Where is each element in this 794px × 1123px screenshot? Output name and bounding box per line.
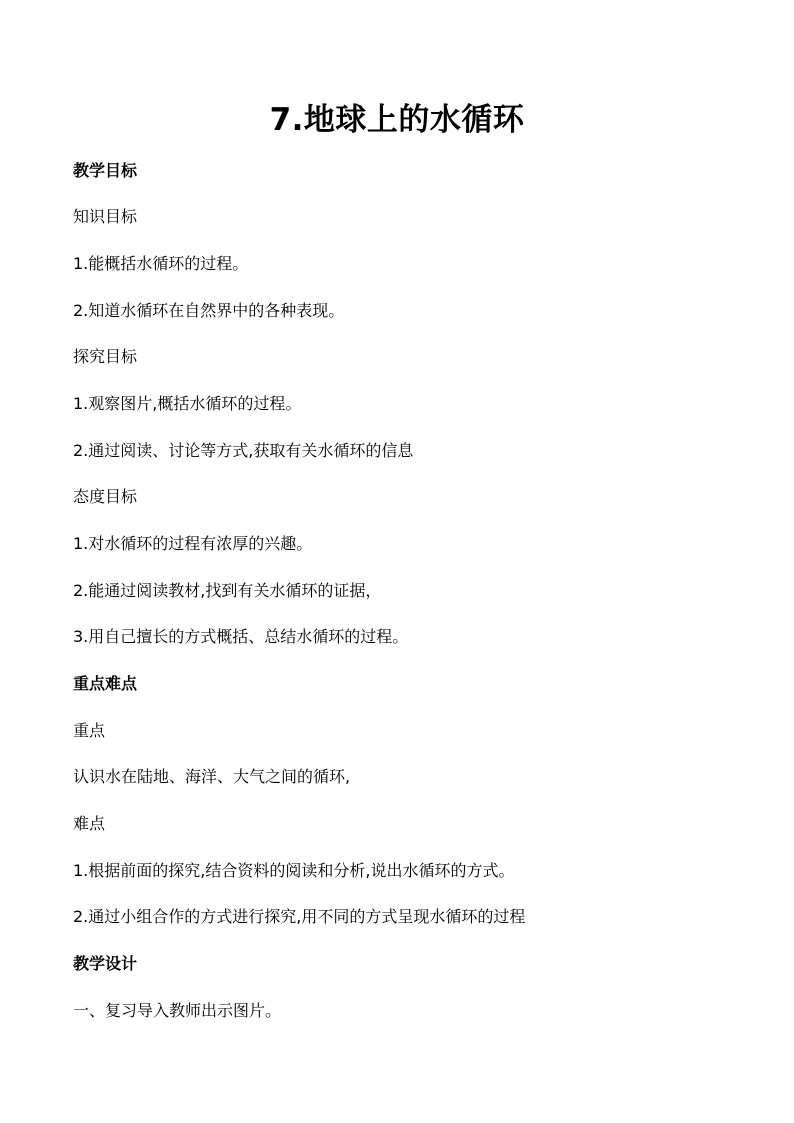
paragraph-line: 3.用自己擅长的方式概括、总结水循环的过程。 (73, 627, 409, 646)
subheading-knowledge-objectives: 知识目标 (73, 207, 138, 226)
heading-teaching-design: 教学设计 (73, 954, 138, 973)
subheading-inquiry-objectives: 探究目标 (73, 347, 138, 366)
heading-key-points: 重点难点 (73, 674, 138, 693)
paragraph-line: 2.通过小组合作的方式进行探究,用不同的方式呈现水循环的过程 (73, 907, 526, 926)
paragraph-line: 2.通过阅读、讨论等方式,获取有关水循环的信息 (73, 441, 414, 460)
paragraph-line: 1.对水循环的过程有浓厚的兴趣。 (73, 534, 313, 553)
paragraph-line: 一、复习导入教师出示图片。 (73, 1001, 282, 1020)
paragraph-line: 认识水在陆地、海洋、大气之间的循环, (73, 767, 351, 786)
subheading-key-point: 重点 (73, 721, 106, 740)
document-title: 7.地球上的水循环 (269, 102, 525, 138)
subheading-difficulty: 难点 (73, 814, 106, 833)
paragraph-line: 2.能通过阅读教材,找到有关水循环的证据， (73, 581, 382, 600)
paragraph-line: 2.知道水循环在自然界中的各种表现。 (73, 301, 345, 320)
subheading-attitude-objectives: 态度目标 (73, 487, 138, 506)
heading-teaching-objectives: 教学目标 (73, 161, 138, 180)
paragraph-line: 1.根据前面的探究,结合资料的阅读和分析,说出水循环的方式。 (73, 861, 515, 880)
paragraph-line: 1.能概括水循环的过程。 (73, 254, 249, 273)
paragraph-line: 1.观察图片,概括水循环的过程。 (73, 394, 302, 413)
